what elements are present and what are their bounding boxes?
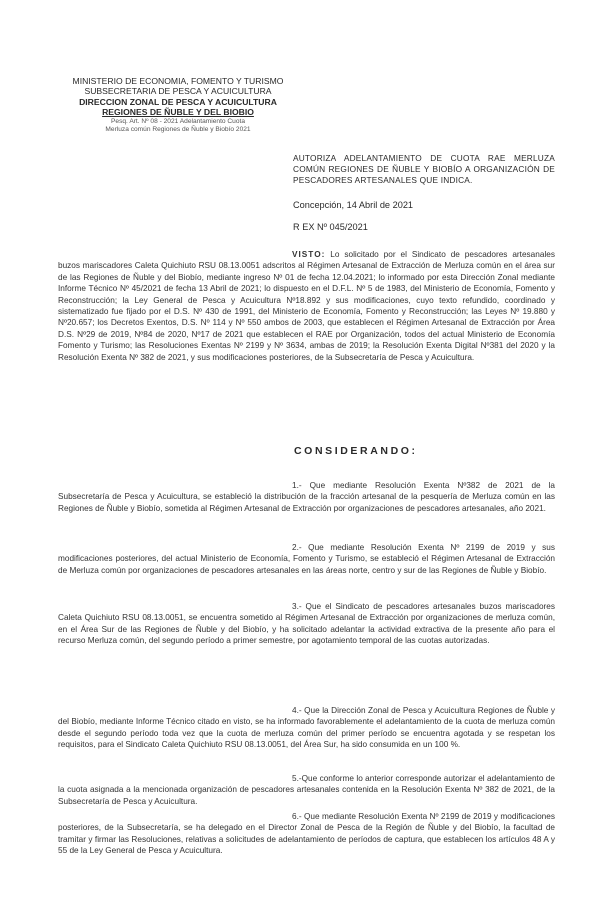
- ministry-name: MINISTERIO DE ECONOMIA, FOMENTO Y TURISMO: [72, 76, 284, 86]
- considerando-6: 6.- Que mediante Resolución Exenta Nº 2199 de 2019 y modificaciones posteriores, de la Subsecretaría, se ha delegado en el Director Zonal de Pesca de la Región de Ñuble y del Biobío, la facultad de tramitar y firmar las Resoluciones, relativas a solicitudes de adelantamiento de períodos de captura, que establecen los artículos 48 A y 55 de la Ley General de Pesca y Acuicultura.: [58, 812, 555, 856]
- document-date: Concepción, 14 Abril de 2021: [293, 200, 414, 210]
- regions-name: REGIONES DE ÑUBLE Y DEL BIOBIO: [102, 107, 254, 118]
- resolution-number: R EX Nº 045/2021: [293, 222, 368, 232]
- resolution-title: AUTORIZA ADELANTAMIENTO DE CUOTA RAE MERLUZA COMÚN REGIONES DE ÑUBLE Y BIOBÍO A ORGANIZACIÓN DE PESCADORES ARTESANALES QUE INDICA.: [293, 153, 555, 185]
- visto-label: VISTO:: [292, 250, 326, 259]
- considerando-1: 1.- Que mediante Resolución Exenta Nº382 de 2021 de la Subsecretaría de Pesca y Acuicultura, se estableció la distribución de la fracción artesanal de la pesquería de Merluza común en las Regiones de Ñuble y Biobío, sometida al Régimen Artesanal de Extracción por organizaciones de pescadores artesanales, año 2021.: [58, 481, 555, 513]
- considerando-5: 5.-Que conforme lo anterior corresponde autorizar el adelantamiento de la cuota asignada a la mencionada organización de pescadores artesanales contenida en la Resolución Exenta Nº 382 de 2021, de la Subsecretaría de Pesca y Acuicultura.: [58, 774, 555, 806]
- visto-text: Lo solicitado por el Sindicato de pescadores artesanales buzos mariscadores Caleta Quichiuto RSU 08.13.0051 adscritos al Régimen Artesanal de Extracción de Merluza común en el área sur de las Regiones de Ñuble y del Biobío, mediante ingreso Nº 01 de fecha 12.04.2021; lo informado por esta Dirección Zonal mediante Informe Técnico Nº 45/2021 de fecha 13 Abril de 2021; lo dispuesto en el D.F.L. Nº 5 de 1983, del Ministerio de Economía, Fomento y Reconstrucción; la Ley General de Pesca y Acuicultura Nº18.892 y sus modificaciones, cuyo texto refundido, coordinado y sistematizado fue fijado por el D.S. Nº 430 de 1991, del Ministerio de Economía, Fomento y Reconstrucción; las Leyes Nº 19.880 y Nº20.657; los Decretos Exentos, D.S. Nº 114 y Nº 550 ambos de 2003, que establecen el Régimen Artesanal de Extracción por Área D.S. Nº29 de 2019, Nº84 de 2020, Nº17 de 2021 que establecen el RAE por Organización, todos del actual Ministerio de Economía Fomento y Turismo; las Resoluciones Exentas Nº 2199 y Nº 3634, ambas de 2019; la Resolución Exenta Digital Nº381 del 2020 y la Resolución Exenta Nº 382 de 2021, y sus modificaciones posteriores, de la Subsecretaría de Pesca y Acuicultura.: [58, 250, 555, 362]
- considerando-heading: CONSIDERANDO:: [294, 445, 418, 457]
- zonal-direction-name: DIRECCION ZONAL DE PESCA Y ACUICULTURA: [79, 96, 277, 107]
- subsecretary-name: SUBSECRETARIA DE PESCA Y ACUICULTURA: [84, 86, 272, 97]
- considerando-4: 4.- Que la Dirección Zonal de Pesca y Acuicultura Regiones de Ñuble y del Biobío, mediante Informe Técnico citado en visto, se ha informado favorablemente el adelantamiento de la cuota de merluza común desde el segundo período toda vez que la cuota de merluza común del primer período se encuentra agotada y se respetan los requisitos, para el Sindicato Caleta Quichiuto RSU 08.13.0051, del Área Sur, ha sido consumida en un 100 %.: [58, 706, 555, 750]
- reference-line-2: Merluza común Regiones de Ñuble y Biobío 2021: [105, 125, 251, 133]
- letterhead: [58, 76, 298, 134]
- visto-paragraph: [58, 249, 555, 363]
- considerando-3: 3.- Que el Sindicato de pescadores artesanales buzos mariscadores Caleta Quichiuto RSU 08.13.0051, se encuentra sometido al Régimen Artesanal de Extracción por organizaciones de merluza común, en el Área Sur de las Regiones de Ñuble y del Biobío, y ha solicitado adelantar la actividad extractiva de la presente año para el recurso Merluza común, del segundo período a primer semestre, por agotamiento temporal de las cuotas autorizadas.: [58, 602, 555, 646]
- reference-line-1: Pesq. Art. Nº 08 - 2021 Adelantamiento Cuota: [111, 117, 245, 125]
- considerando-2: 2.- Que mediante Resolución Exenta Nº 2199 de 2019 y sus modificaciones posteriores, del actual Ministerio de Economía, Fomento y Turismo, se estableció el Régimen Artesanal de Extracción de Merluza común por organizaciones de pescadores artesanales en las áreas norte, centro y sur de las Regiones de Ñuble y Biobío.: [58, 543, 555, 575]
